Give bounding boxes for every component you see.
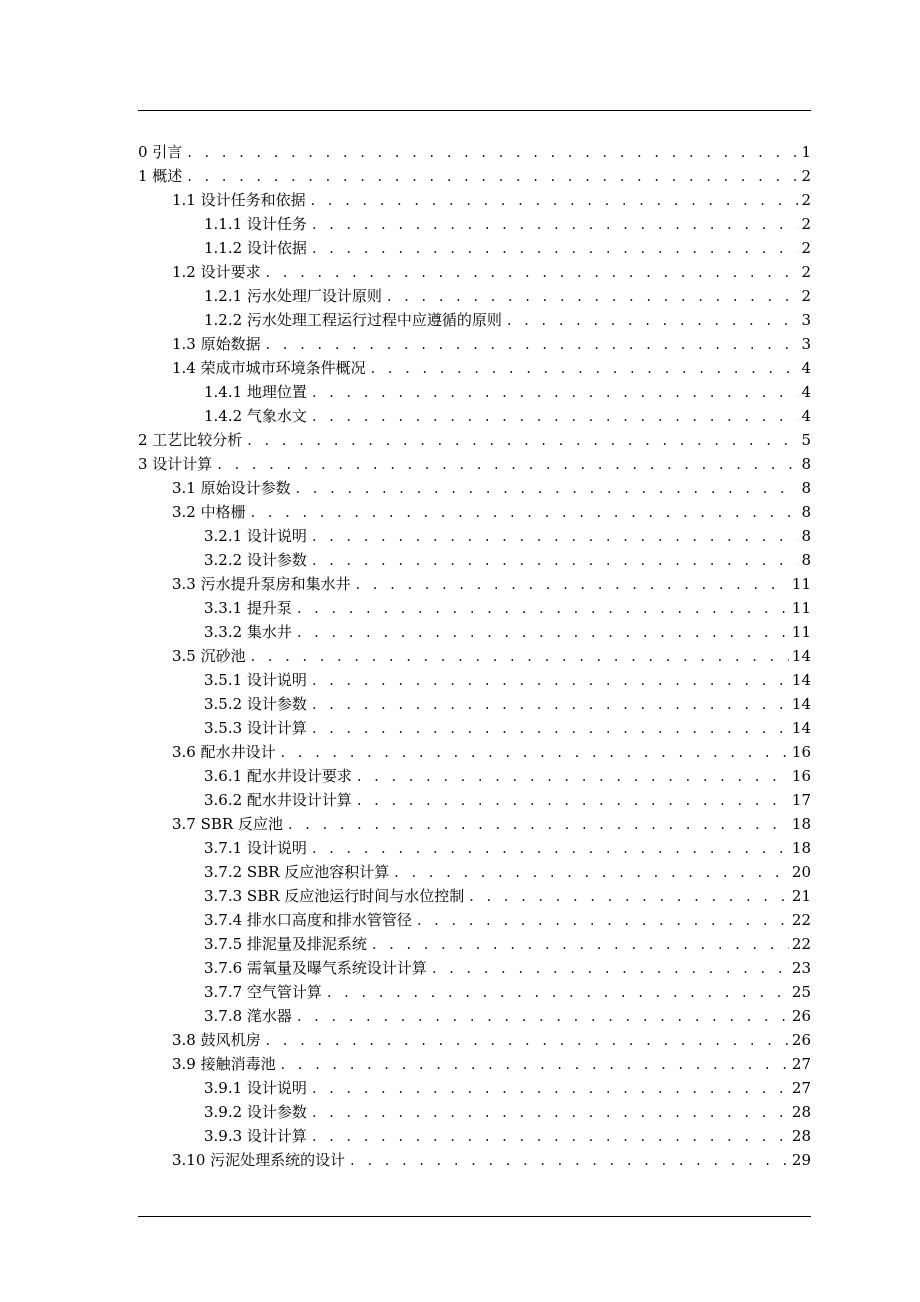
toc-entry-title: 3.9.1 设计说明 — [204, 1079, 307, 1097]
dot-leader — [312, 1101, 789, 1125]
toc-entry-page-number: 21 — [791, 887, 811, 905]
toc-entry-title: 3.8 鼓风机房 — [172, 1031, 261, 1049]
toc-entry-page-number: 2 — [801, 215, 811, 233]
toc-entry-page-number: 2 — [801, 263, 811, 281]
toc-entry-title: 3.2 中格栅 — [172, 503, 246, 521]
toc-entry-title: 3.7.4 排水口高度和排水管管径 — [204, 911, 412, 929]
toc-entry-page-number: 17 — [791, 791, 811, 809]
toc-entry[interactable] — [138, 332, 811, 356]
dot-leader — [251, 645, 789, 669]
toc-entry[interactable] — [138, 908, 811, 932]
dot-leader — [469, 885, 789, 909]
dot-leader — [312, 213, 799, 237]
toc-entry[interactable] — [138, 620, 811, 644]
dot-leader — [312, 669, 789, 693]
toc-entry[interactable] — [138, 764, 811, 788]
toc-entry-page-number: 8 — [801, 527, 811, 545]
toc-entry[interactable] — [138, 1124, 811, 1148]
toc-entry[interactable] — [138, 1028, 811, 1052]
toc-entry-title: 3.9.2 设计参数 — [204, 1103, 307, 1121]
dot-leader — [356, 573, 789, 597]
toc-entry[interactable] — [138, 812, 811, 836]
toc-entry-page-number: 5 — [801, 431, 811, 449]
dot-leader — [247, 429, 798, 453]
toc-entry[interactable] — [138, 140, 811, 164]
dot-leader — [371, 357, 799, 381]
toc-entry[interactable] — [138, 500, 811, 524]
toc-entry-title: 3.1 原始设计参数 — [172, 479, 291, 497]
toc-entry[interactable] — [138, 956, 811, 980]
toc-entry-title: 3.2.1 设计说明 — [204, 527, 307, 545]
toc-entry-title: 1.1.1 设计任务 — [204, 215, 307, 233]
dot-leader — [357, 789, 789, 813]
toc-entry-page-number: 23 — [791, 959, 811, 977]
toc-entry-title: 3.6.2 配水井设计计算 — [204, 791, 352, 809]
toc-entry[interactable] — [138, 404, 811, 428]
toc-entry[interactable] — [138, 428, 811, 452]
toc-entry-title: 1.2 设计要求 — [172, 263, 261, 281]
toc-entry[interactable] — [138, 188, 811, 212]
dot-leader — [266, 333, 799, 357]
toc-entry-page-number: 28 — [791, 1103, 811, 1121]
dot-leader — [288, 813, 789, 837]
toc-entry-title: 3.3 污水提升泵房和集水井 — [172, 575, 351, 593]
dot-leader — [432, 957, 789, 981]
toc-entry-page-number: 2 — [801, 239, 811, 257]
toc-entry[interactable] — [138, 1004, 811, 1028]
toc-entry-page-number: 29 — [791, 1151, 811, 1169]
toc-entry-page-number: 8 — [801, 551, 811, 569]
dot-leader — [312, 549, 799, 573]
toc-entry-title: 3.3.1 提升泵 — [204, 599, 292, 617]
toc-entry-page-number: 14 — [791, 671, 811, 689]
toc-entry-title: 3.5 沉砂池 — [172, 647, 246, 665]
toc-entry[interactable] — [138, 380, 811, 404]
dot-leader — [297, 1005, 789, 1029]
toc-entry[interactable] — [138, 1076, 811, 1100]
toc-entry[interactable] — [138, 356, 811, 380]
toc-entry-title: 2 工艺比较分析 — [138, 431, 243, 449]
toc-entry-page-number: 26 — [791, 1007, 811, 1025]
toc-entry-title: 3.6.1 配水井设计要求 — [204, 767, 352, 785]
dot-leader — [312, 693, 789, 717]
dot-leader — [297, 597, 789, 621]
toc-entry-page-number: 2 — [801, 191, 811, 209]
toc-entry-title: 3.2.2 设计参数 — [204, 551, 307, 569]
dot-leader — [387, 285, 799, 309]
toc-entry[interactable] — [138, 1100, 811, 1124]
toc-entry[interactable] — [138, 1148, 811, 1172]
toc-entry-title: 1.2.2 污水处理工程运行过程中应遵循的原则 — [204, 311, 502, 329]
toc-entry-title: 1 概述 — [138, 167, 183, 185]
toc-entry-page-number: 22 — [791, 935, 811, 953]
toc-entry-page-number: 18 — [791, 839, 811, 857]
toc-entry-page-number: 27 — [791, 1079, 811, 1097]
dot-leader — [266, 1029, 789, 1053]
dot-leader — [357, 765, 789, 789]
toc-entry-title: 1.1.2 设计依据 — [204, 239, 307, 257]
dot-leader — [350, 1149, 789, 1173]
dot-leader — [507, 309, 799, 333]
toc-entry[interactable] — [138, 596, 811, 620]
toc-entry[interactable] — [138, 644, 811, 668]
dot-leader — [312, 1125, 789, 1149]
toc-entry-title: 3.9.3 设计计算 — [204, 1127, 307, 1145]
dot-leader — [312, 525, 799, 549]
toc-entry[interactable] — [138, 548, 811, 572]
footer-rule — [138, 1216, 811, 1217]
toc-entry-page-number: 16 — [791, 767, 811, 785]
toc-entry-page-number: 27 — [791, 1055, 811, 1073]
toc-entry-page-number: 11 — [791, 575, 811, 593]
toc-entry-title: 3.7.2 SBR 反应池容积计算 — [204, 863, 390, 881]
toc-entry[interactable] — [138, 692, 811, 716]
toc-entry-title: 3.7.3 SBR 反应池运行时间与水位控制 — [204, 887, 465, 905]
toc-entry-page-number: 26 — [791, 1031, 811, 1049]
toc-entry[interactable] — [138, 284, 811, 308]
toc-entry[interactable] — [138, 164, 811, 188]
dot-leader — [394, 861, 789, 885]
dot-leader — [312, 717, 789, 741]
toc-entry[interactable] — [138, 260, 811, 284]
dot-leader — [311, 189, 799, 213]
toc-entry-page-number: 3 — [801, 311, 811, 329]
toc-entry-title: 3.7.1 设计说明 — [204, 839, 307, 857]
dot-leader — [296, 477, 799, 501]
toc-entry[interactable] — [138, 884, 811, 908]
toc-entry-page-number: 14 — [791, 647, 811, 665]
dot-leader — [312, 1077, 789, 1101]
toc-entry[interactable] — [138, 836, 811, 860]
toc-entry-page-number: 1 — [801, 143, 811, 161]
toc-entry-page-number: 25 — [791, 983, 811, 1001]
toc-entry[interactable] — [138, 716, 811, 740]
toc-entry-title: 3.10 污泥处理系统的设计 — [172, 1151, 346, 1169]
dot-leader — [217, 453, 798, 477]
toc-entry[interactable] — [138, 860, 811, 884]
toc-entry-title: 3.5.1 设计说明 — [204, 671, 307, 689]
toc-entry[interactable] — [138, 452, 811, 476]
toc-entry-title: 1.3 原始数据 — [172, 335, 261, 353]
toc-entry-page-number: 3 — [801, 335, 811, 353]
toc-entry-page-number: 8 — [801, 479, 811, 497]
toc-entry-title: 3.7.5 排泥量及排泥系统 — [204, 935, 367, 953]
toc-entry-page-number: 11 — [791, 623, 811, 641]
toc-entry[interactable] — [138, 476, 811, 500]
toc-entry-title: 3.5.3 设计计算 — [204, 719, 307, 737]
toc-entry-page-number: 18 — [791, 815, 811, 833]
header-rule — [138, 110, 811, 111]
dot-leader — [187, 165, 798, 189]
toc-entry-title: 3.7.7 空气管计算 — [204, 983, 322, 1001]
dot-leader — [312, 237, 799, 261]
toc-entry-page-number: 20 — [791, 863, 811, 881]
toc-entry[interactable] — [138, 236, 811, 260]
toc-entry-page-number: 8 — [801, 503, 811, 521]
toc-entry-page-number: 11 — [791, 599, 811, 617]
dot-leader — [417, 909, 789, 933]
toc-entry-title: 3 设计计算 — [138, 455, 213, 473]
toc-entry-page-number: 22 — [791, 911, 811, 929]
dot-leader — [312, 405, 799, 429]
toc-entry[interactable] — [138, 308, 811, 332]
toc-entry-page-number: 4 — [801, 383, 811, 401]
toc-entry[interactable] — [138, 212, 811, 236]
dot-leader — [187, 141, 798, 165]
toc-entry-title: 1.4 荣成市城市环境条件概况 — [172, 359, 366, 377]
toc-entry-title: 1.4.1 地理位置 — [204, 383, 307, 401]
toc-entry-title: 3.3.2 集水井 — [204, 623, 292, 641]
toc-entry-page-number: 8 — [801, 455, 811, 473]
toc-entry-title: 1.2.1 污水处理厂设计原则 — [204, 287, 382, 305]
toc-entry-page-number: 14 — [791, 695, 811, 713]
toc-entry-title: 1.1 设计任务和依据 — [172, 191, 306, 209]
toc-entry-title: 1.4.2 气象水文 — [204, 407, 307, 425]
table-of-contents — [138, 140, 811, 1172]
dot-leader — [312, 837, 789, 861]
toc-entry-title: 3.7.8 滗水器 — [204, 1007, 292, 1025]
toc-entry[interactable] — [138, 572, 811, 596]
dot-leader — [312, 381, 799, 405]
toc-entry-page-number: 4 — [801, 359, 811, 377]
dot-leader — [281, 1053, 789, 1077]
toc-entry-title: 3.7.6 需氧量及曝气系统设计计算 — [204, 959, 427, 977]
toc-entry-title: 3.5.2 设计参数 — [204, 695, 307, 713]
toc-entry[interactable] — [138, 524, 811, 548]
toc-entry-page-number: 16 — [791, 743, 811, 761]
toc-entry-page-number: 4 — [801, 407, 811, 425]
toc-entry-title: 3.6 配水井设计 — [172, 743, 276, 761]
dot-leader — [297, 621, 789, 645]
toc-entry[interactable] — [138, 668, 811, 692]
dot-leader — [281, 741, 789, 765]
toc-entry[interactable] — [138, 1052, 811, 1076]
toc-entry-title: 0 引言 — [138, 143, 183, 161]
toc-entry[interactable] — [138, 788, 811, 812]
toc-entry[interactable] — [138, 980, 811, 1004]
toc-entry-title: 3.9 接触消毒池 — [172, 1055, 276, 1073]
toc-entry-page-number: 28 — [791, 1127, 811, 1145]
toc-entry-title: 3.7 SBR 反应池 — [172, 815, 283, 833]
dot-leader — [372, 933, 789, 957]
toc-entry-page-number: 2 — [801, 167, 811, 185]
dot-leader — [266, 261, 799, 285]
dot-leader — [251, 501, 799, 525]
toc-entry[interactable] — [138, 740, 811, 764]
dot-leader — [327, 981, 789, 1005]
toc-entry-page-number: 14 — [791, 719, 811, 737]
toc-entry[interactable] — [138, 932, 811, 956]
toc-entry-page-number: 2 — [801, 287, 811, 305]
